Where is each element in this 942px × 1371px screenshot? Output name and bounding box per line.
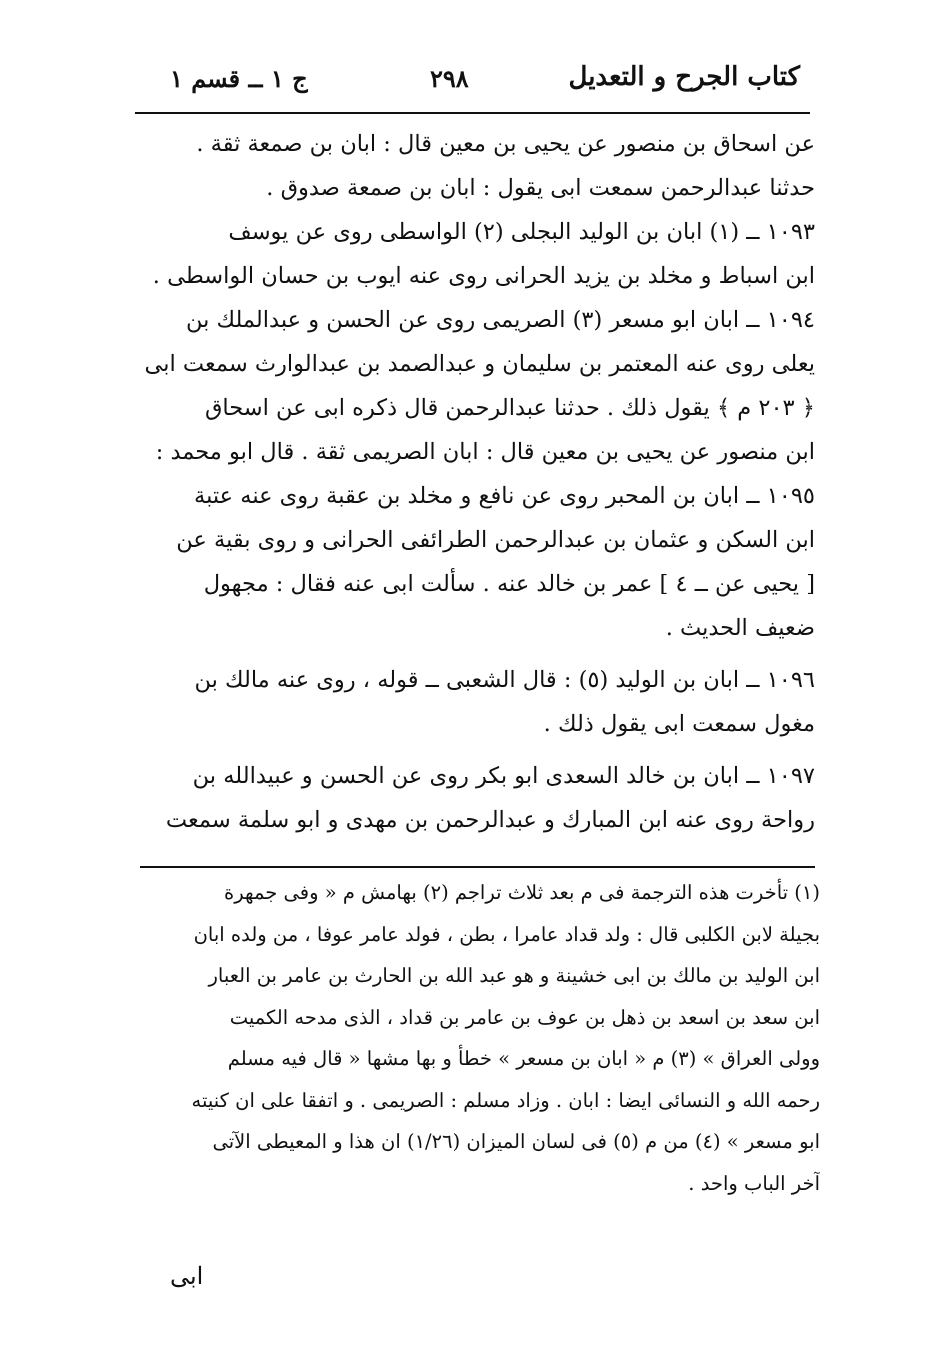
entry-1096-line: ١٠٩٦ ــ ابان بن الوليد (٥) : قال الشعبى ــ قوله ، روى عنه مالك بن: [194, 667, 815, 693]
text-line: يعلى روى عنه المعتمر بن سليمان و عبدالصمد بن عبدالوارث سمعت ابى: [144, 351, 815, 377]
text-line: حدثنا عبدالرحمن سمعت ابى يقول : ابان بن صمعة صدوق .: [266, 175, 815, 201]
volume-label: ج ١ ــ قسم ١: [170, 64, 308, 93]
main-text: [135, 122, 815, 842]
footnote-line: آخر الباب واحد .: [688, 1171, 820, 1195]
book-title: كتاب الجرح و التعديل: [568, 62, 800, 92]
footnote-line: ابن الوليد بن مالك بن ابى خشينة و هو عبد الله بن الحارث بن عامر بن العبار: [208, 964, 820, 987]
entry-1097-line: ١٠٩٧ ــ ابان بن خالد السعدى ابو بكر روى عن الحسن و عبيدالله بن: [192, 763, 815, 789]
footnotes: [130, 872, 820, 1204]
entry-1095-line: ١٠٩٥ ــ ابان بن المحبر روى عن نافع و مخلد بن عقبة روى عنه عتبة: [194, 483, 815, 509]
footnote-line: وولى العراق » (٣) م « ابان بن مسعر » خطأ و بها مشها « قال فيه مسلم: [227, 1047, 820, 1070]
footnote-line: ابو مسعر » (٤) من م (٥) فى لسان الميزان (١/٢٦) ان هذا و المعيطى الآتى: [212, 1130, 820, 1153]
running-header: [140, 62, 800, 104]
text-line: [ يحيى عن ــ ٤ ] عمر بن خالد عنه . سألت ابى عنه فقال : مجهول: [203, 571, 815, 597]
text-line: ابن اسباط و مخلد بن يزيد الحرانى روى عنه ايوب بن حسان الواسطى .: [152, 263, 815, 289]
footnote-line: بجيلة لابن الكلبى قال : ولد قداد عامرا ، بطن ، فولد عامر عوفا ، من ولده ابان: [193, 922, 820, 946]
entry-1094-line: ١٠٩٤ ــ ابان ابو مسعر (٣) الصريمى روى عن الحسن و عبدالملك بن: [185, 307, 815, 333]
text-line: رواحة روى عنه ابن المبارك و عبدالرحمن بن مهدى و ابو سلمة سمعت: [165, 807, 815, 833]
catchword: ابى: [170, 1262, 204, 1290]
footnote-line: ابن سعد بن اسعد بن ذهل بن عوف بن عامر بن قداد ، الذى مدحه الكميت: [229, 1005, 820, 1029]
text-line: ﴿ ٢٠٣ م ﴾ يقول ذلك . حدثنا عبدالرحمن قال ذكره ابى عن اسحاق: [204, 395, 815, 421]
footnote-line: (١) تأخرت هذه الترجمة فى م بعد ثلاث تراجم (٢) بهامش م « وفى جمهرة: [224, 881, 820, 904]
text-line: ابن منصور عن يحيى بن معين قال : ابان الصريمى ثقة . قال ابو محمد :: [155, 439, 815, 465]
text-line: ضعيف الحديث .: [665, 615, 815, 641]
footnote-divider: [140, 866, 815, 868]
text-line: عن اسحاق بن منصور عن يحيى بن معين قال : ابان بن صمعة ثقة .: [196, 131, 815, 157]
page-number: ٢٩٨: [430, 64, 469, 93]
entry-1093-line: ١٠٩٣ ــ (١) ابان بن الوليد البجلى (٢) الواسطى روى عن يوسف: [228, 219, 815, 245]
header-divider: [135, 112, 810, 114]
footnote-line: رحمه الله و النسائى ايضا : ابان . وزاد مسلم : الصريمى . و اتفقا على ان كنيته: [191, 1088, 820, 1112]
text-line: ابن السكن و عثمان بن عبدالرحمن الطرائفى الحرانى و روى بقية عن: [176, 527, 815, 553]
text-line: مغول سمعت ابى يقول ذلك .: [543, 711, 815, 737]
